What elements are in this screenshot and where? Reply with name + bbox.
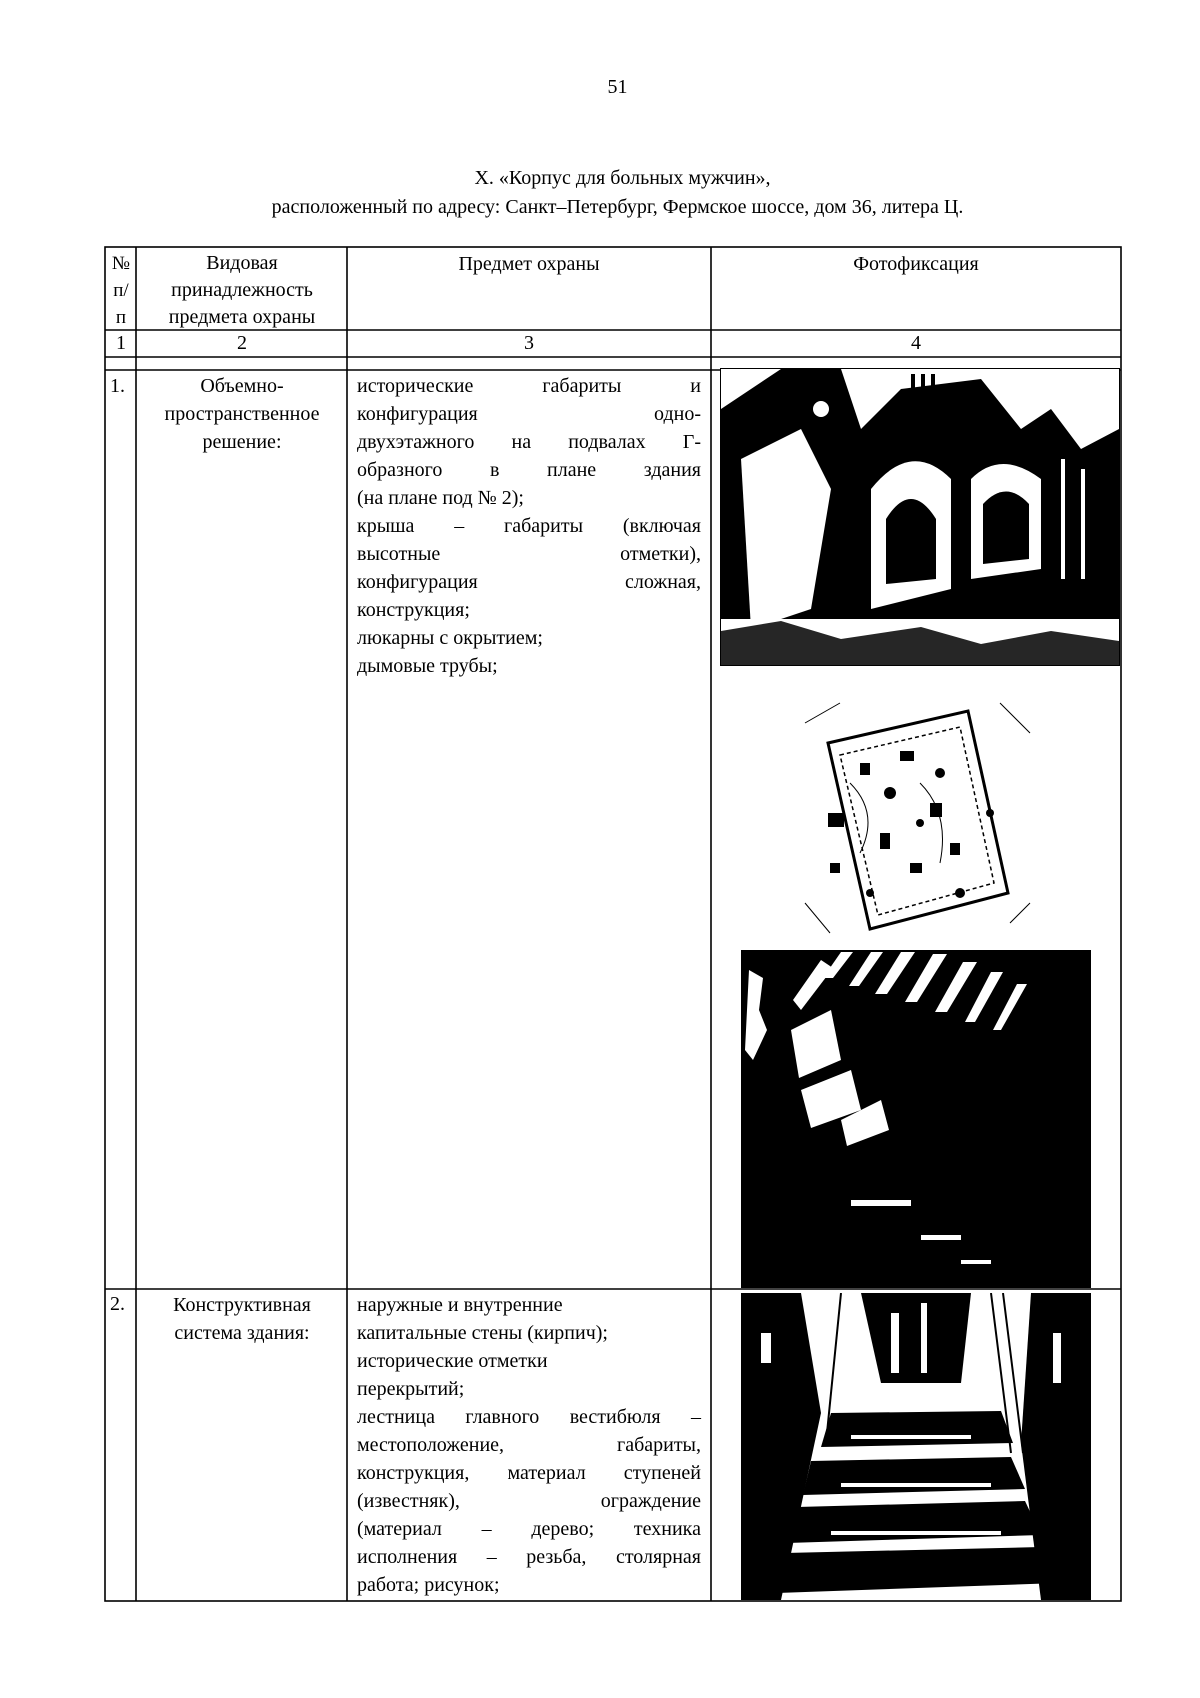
word: подвалах (568, 431, 646, 453)
word: столярная (615, 1546, 701, 1568)
subject-line (357, 372, 701, 400)
subject-line: конструкция; (357, 599, 470, 621)
subject-line (357, 1543, 701, 1571)
header-type (138, 250, 346, 331)
subject-line: (на плане под № 2); (357, 487, 524, 509)
word: конфигурация (357, 403, 478, 425)
col-number-1: 1 (116, 332, 126, 354)
word: резьба, (526, 1546, 587, 1568)
word: ограждение (600, 1490, 701, 1512)
building-facade-photo (720, 368, 1120, 666)
row-2-number: 2. (110, 1293, 125, 1315)
word: конфигурация (357, 571, 478, 593)
subject-line: исторические отметки (357, 1350, 548, 1372)
word: главного (465, 1406, 540, 1428)
word: (известняк), (357, 1490, 460, 1512)
subject-line (357, 1431, 701, 1459)
word: в (489, 459, 500, 481)
row-1-type-line: пространственное (164, 403, 320, 425)
header-number (106, 250, 136, 331)
subject-line (357, 1487, 701, 1515)
col-number-4: 4 (911, 332, 921, 354)
staircase-photo (741, 1293, 1091, 1600)
subject-line: дымовые трубы; (357, 655, 498, 677)
subject-line (357, 400, 701, 428)
header-subject: Предмет охраны (458, 253, 600, 275)
word: здания (643, 459, 701, 481)
subject-line (357, 428, 701, 456)
title-line-1: X. «Корпус для больных мужчин», (474, 167, 771, 189)
word: габариты (504, 515, 584, 537)
aerial-roof-photo (800, 693, 1036, 943)
header-type-line: Видовая (206, 252, 278, 274)
subject-line (357, 1403, 701, 1431)
row-1-type-line: Объемно- (200, 375, 284, 397)
roof-structure-image (741, 950, 1091, 1288)
word: конструкция, (357, 1462, 470, 1484)
word: образного (357, 459, 443, 481)
row-1-type-line: решение: (202, 431, 282, 453)
word: – (454, 515, 465, 537)
word: дерево; (531, 1518, 595, 1540)
word: Г- (682, 431, 701, 453)
header-number-line: № (111, 253, 131, 274)
row-1-number: 1. (110, 375, 125, 397)
word: габариты, (616, 1434, 701, 1456)
page-number: 51 (607, 76, 628, 98)
word: габариты (542, 375, 622, 397)
subject-line: наружные и внутренние (357, 1294, 563, 1316)
subject-line: люкарны с окрытием; (357, 627, 543, 649)
word: вестибюля (569, 1406, 661, 1428)
aerial-roof-image (800, 693, 1036, 943)
word: на (511, 431, 532, 453)
word: высотные (357, 543, 441, 565)
subject-line: капитальные стены (кирпич); (357, 1322, 608, 1344)
row-2-subject (357, 1291, 701, 1599)
row-2-type-line: система здания: (174, 1322, 310, 1344)
col-number-3: 3 (524, 332, 534, 354)
word: (включая (622, 515, 701, 537)
word: исполнения (357, 1546, 458, 1568)
word: одно- (654, 403, 701, 425)
word: местоположение, (357, 1434, 505, 1456)
subject-line (357, 568, 701, 596)
word: материал (507, 1462, 586, 1484)
word: отметки), (620, 543, 701, 565)
subject-line (357, 456, 701, 484)
subject-line (357, 1515, 701, 1543)
header-type-line: принадлежность (171, 279, 313, 301)
word: ступеней (623, 1462, 701, 1484)
word: (материал (357, 1518, 442, 1540)
header-photo: Фотофиксация (853, 253, 979, 275)
word: – (690, 1406, 701, 1428)
subject-line: перекрытий; (357, 1378, 465, 1400)
row-1-type (138, 372, 346, 456)
subject-line (357, 512, 701, 540)
word: техника (633, 1518, 701, 1540)
row-2-type-line: Конструктивная (173, 1294, 311, 1316)
subject-line: работа; рисунок; (357, 1574, 500, 1596)
word: – (486, 1546, 497, 1568)
building-facade-image (721, 369, 1119, 665)
word: – (481, 1518, 492, 1540)
header-number-line: п (115, 307, 127, 328)
word: исторические (357, 375, 474, 397)
col-number-2: 2 (237, 332, 247, 354)
header-type-line: предмета охраны (168, 306, 316, 328)
word: лестница (357, 1406, 435, 1428)
subject-line (357, 1459, 701, 1487)
word: и (690, 375, 701, 397)
header-number-line: п/ (113, 280, 129, 301)
subject-line (357, 540, 701, 568)
roof-structure-photo (741, 950, 1091, 1288)
word: сложная, (625, 571, 701, 593)
row-1-subject (357, 372, 701, 680)
word: двухэтажного (357, 431, 475, 453)
title-line-2: расположенный по адресу: Санкт–Петербург, Фермское шоссе, дом 36, литера Ц. (271, 196, 964, 218)
document-title (0, 164, 1200, 222)
word: крыша (357, 515, 415, 537)
row-2-type (138, 1291, 346, 1347)
staircase-image (741, 1293, 1091, 1600)
word: плане (547, 459, 597, 481)
